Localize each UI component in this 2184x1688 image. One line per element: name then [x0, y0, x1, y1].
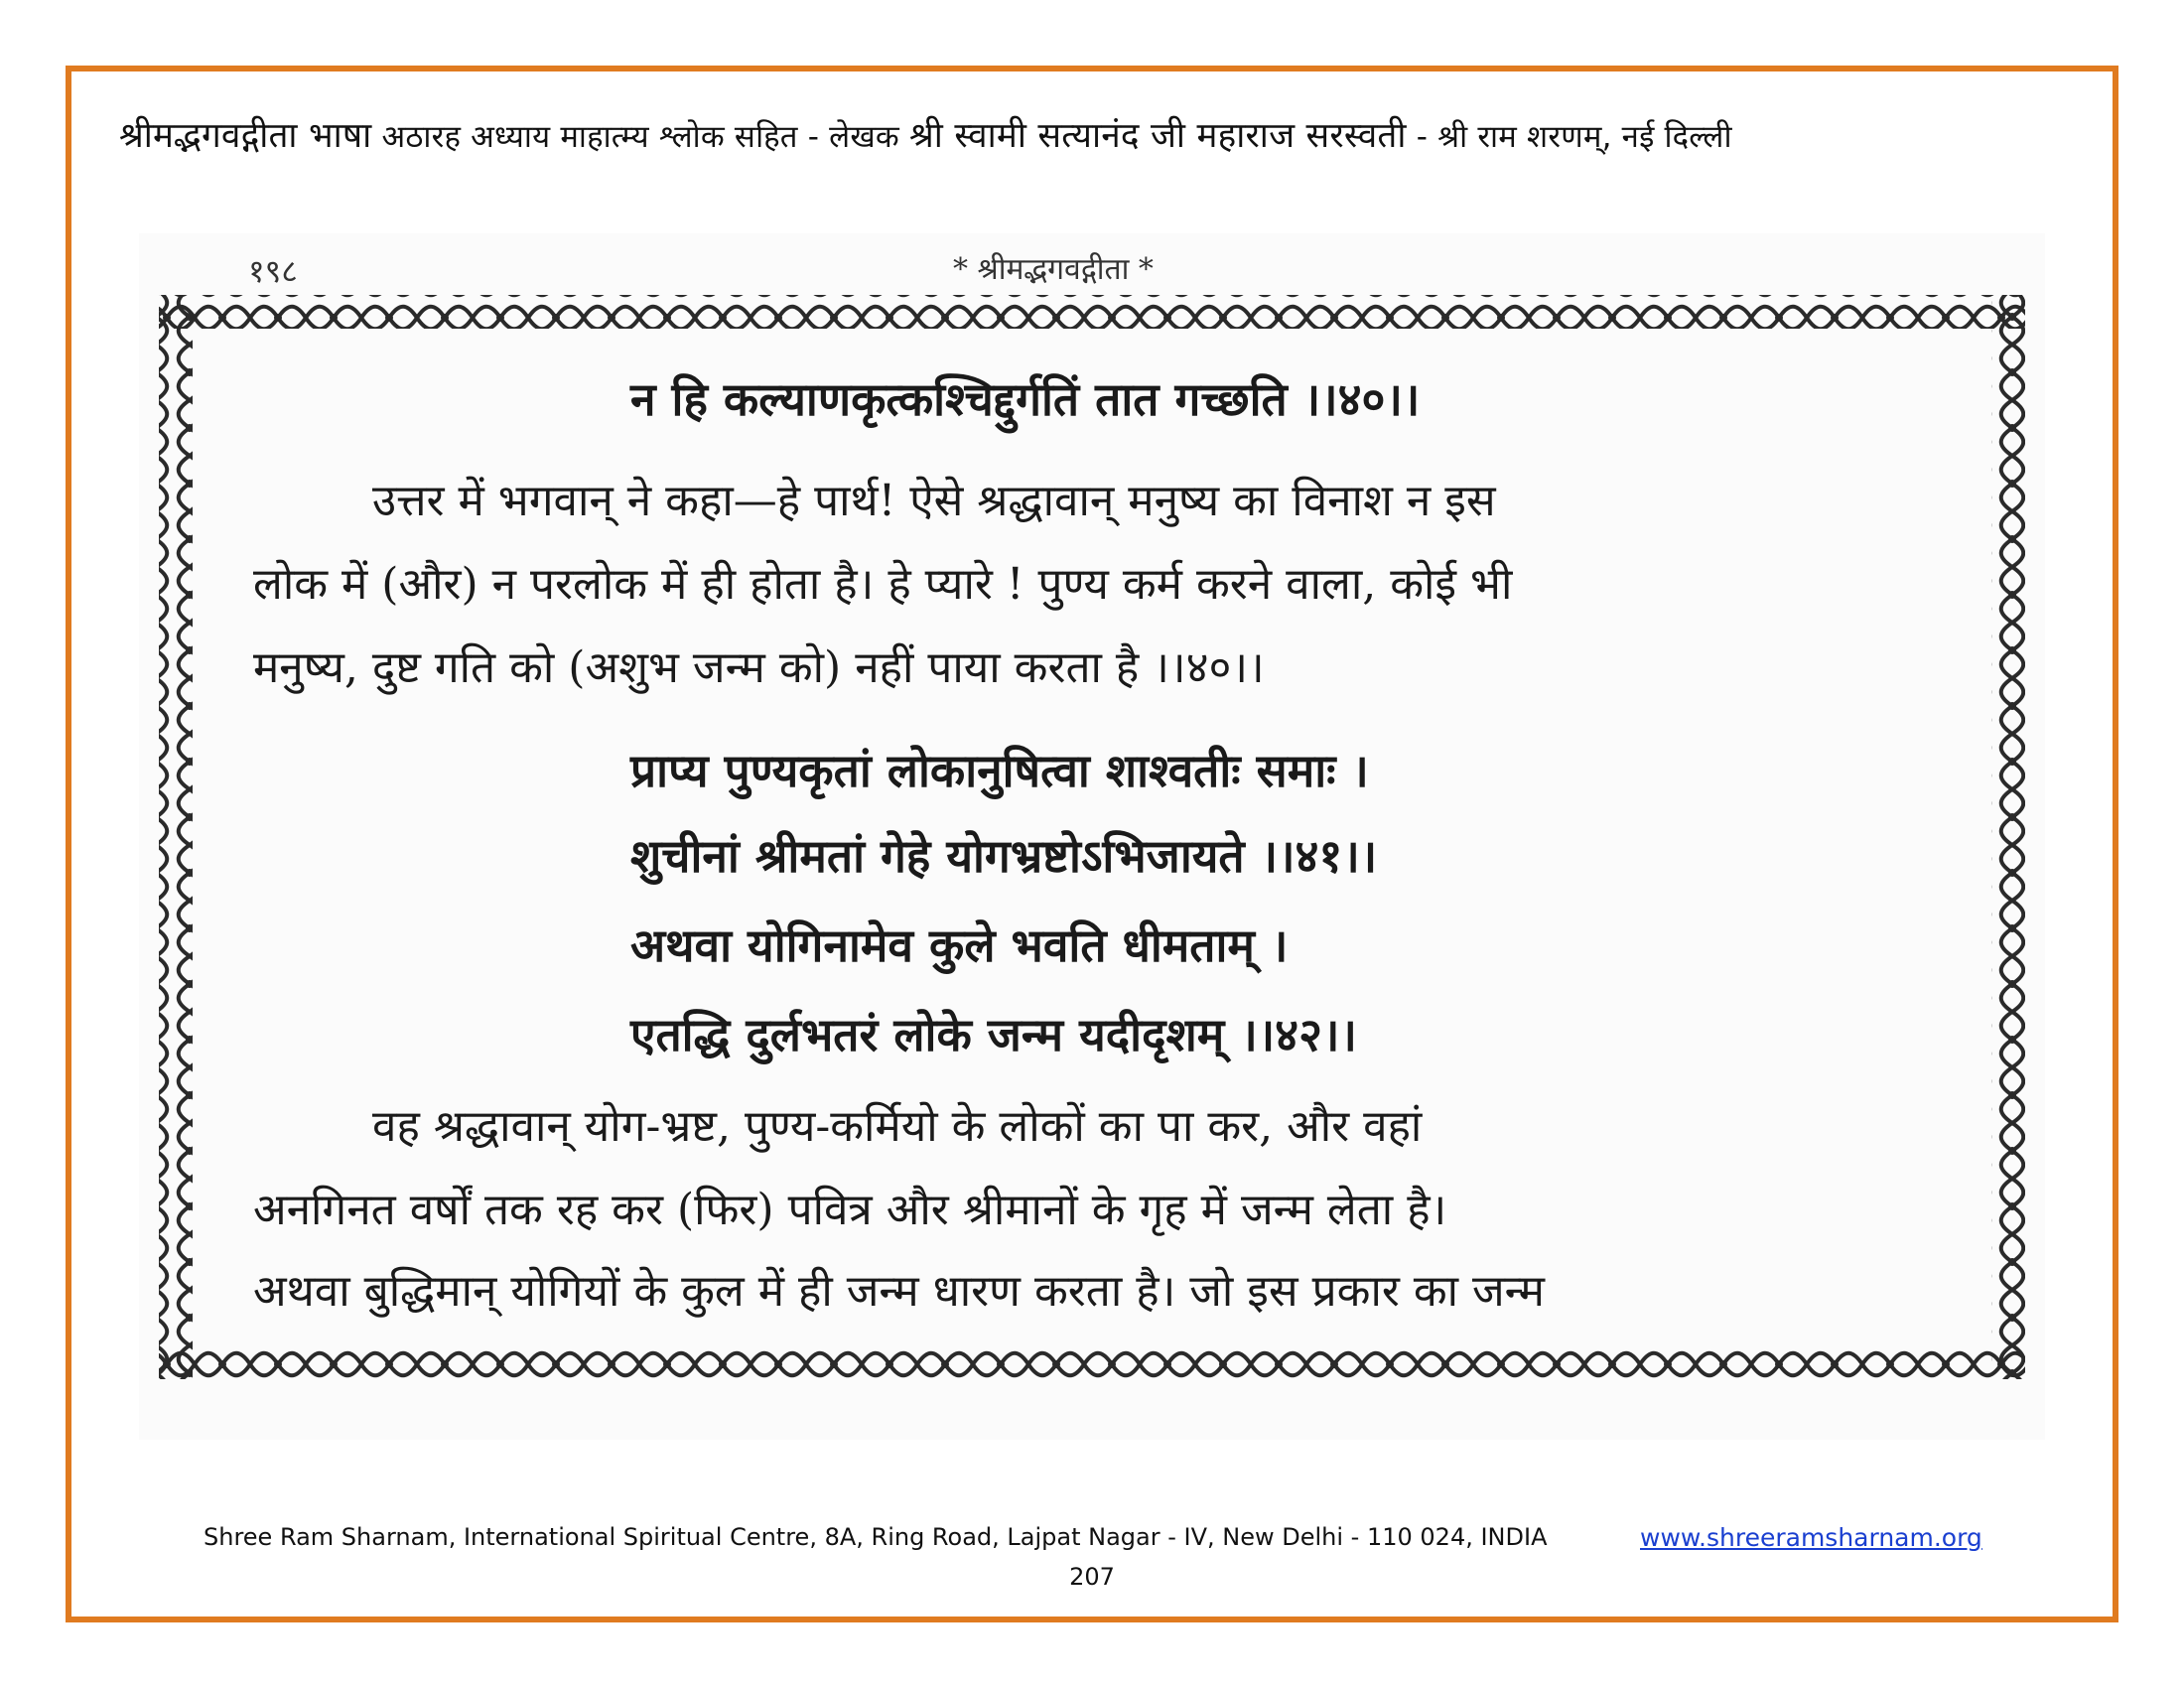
border-top: [159, 295, 2025, 329]
header-subtitle: अठारह अध्याय माहात्म्य श्लोक सहित - लेखक: [381, 119, 899, 155]
verse-line: शुचीनां श्रीमतां गेहे योगभ्रष्टोऽभिजायते ।।४१।।: [630, 829, 1378, 883]
prose-line: लोक में (और) न परलोक में ही होता है। हे प्यारे ! पुण्य कर्म करने वाला, कोई भी: [253, 559, 1513, 610]
verse-line: एतद्धि दुर्लभतरं लोके जन्म यदीदृशम् ।।४२।।: [630, 1008, 1357, 1061]
publisher-name: - श्री राम शरणम्, नई दिल्ली: [1416, 119, 1732, 155]
border-right: [1991, 295, 2025, 1379]
prose-line: मनुष्य, दुष्ट गति को (अशुभ जन्म को) नहीं पाया करता है ।।४०।।: [253, 642, 1265, 693]
footer-address: Shree Ram Sharnam, International Spiritual Centre, 8A, Ring Road, Lajpat Nagar - IV, New Delhi - 110 024, INDIA: [204, 1523, 1548, 1551]
author-name: श्री स्वामी सत्यानंद जी महाराज सरस्वती: [909, 116, 1407, 156]
document-header: [119, 111, 2065, 158]
prose-line: अनगिनत वर्षों तक रह कर (फिर) पवित्र और श्रीमानों के गृह में जन्म लेता है।: [253, 1185, 1447, 1235]
footer-page-number: 207: [1069, 1563, 1115, 1591]
border-bottom: [159, 1345, 2025, 1379]
verse-line: अथवा योगिनामेव कुले भवति धीमताम् ।: [630, 918, 1289, 972]
prose-line: उत्तर में भगवान् ने कहा—हे पार्थ! ऐसे श्रद्धावान् मनुष्य का विनाश न इस: [372, 476, 1496, 526]
scan-page-number: १९८: [248, 252, 298, 290]
verse-line: प्राप्य पुण्यकृतां लोकानुषित्वा शाश्वतीः समाः ।: [630, 744, 1369, 797]
border-left: [159, 295, 193, 1379]
book-title: श्रीमद्भगवद्गीता भाषा: [119, 116, 372, 156]
scan-running-title: * श्रीमद्भगवद्गीता *: [953, 252, 1154, 287]
prose-line: वह श्रद्धावान् योग-भ्रष्ट, पुण्य-कर्मियो के लोकों का पा कर, और वहां: [372, 1101, 1423, 1152]
website-link[interactable]: www.shreeramsharnam.org: [1640, 1523, 1982, 1552]
verse-line: न हि कल्याणकृत्कश्चिद्दुर्गतिं तात गच्छति ।।४०।।: [630, 372, 1421, 426]
prose-line: अथवा बुद्धिमान् योगियों के कुल में ही जन्म धारण करता है। जो इस प्रकार का जन्म: [253, 1266, 1545, 1317]
